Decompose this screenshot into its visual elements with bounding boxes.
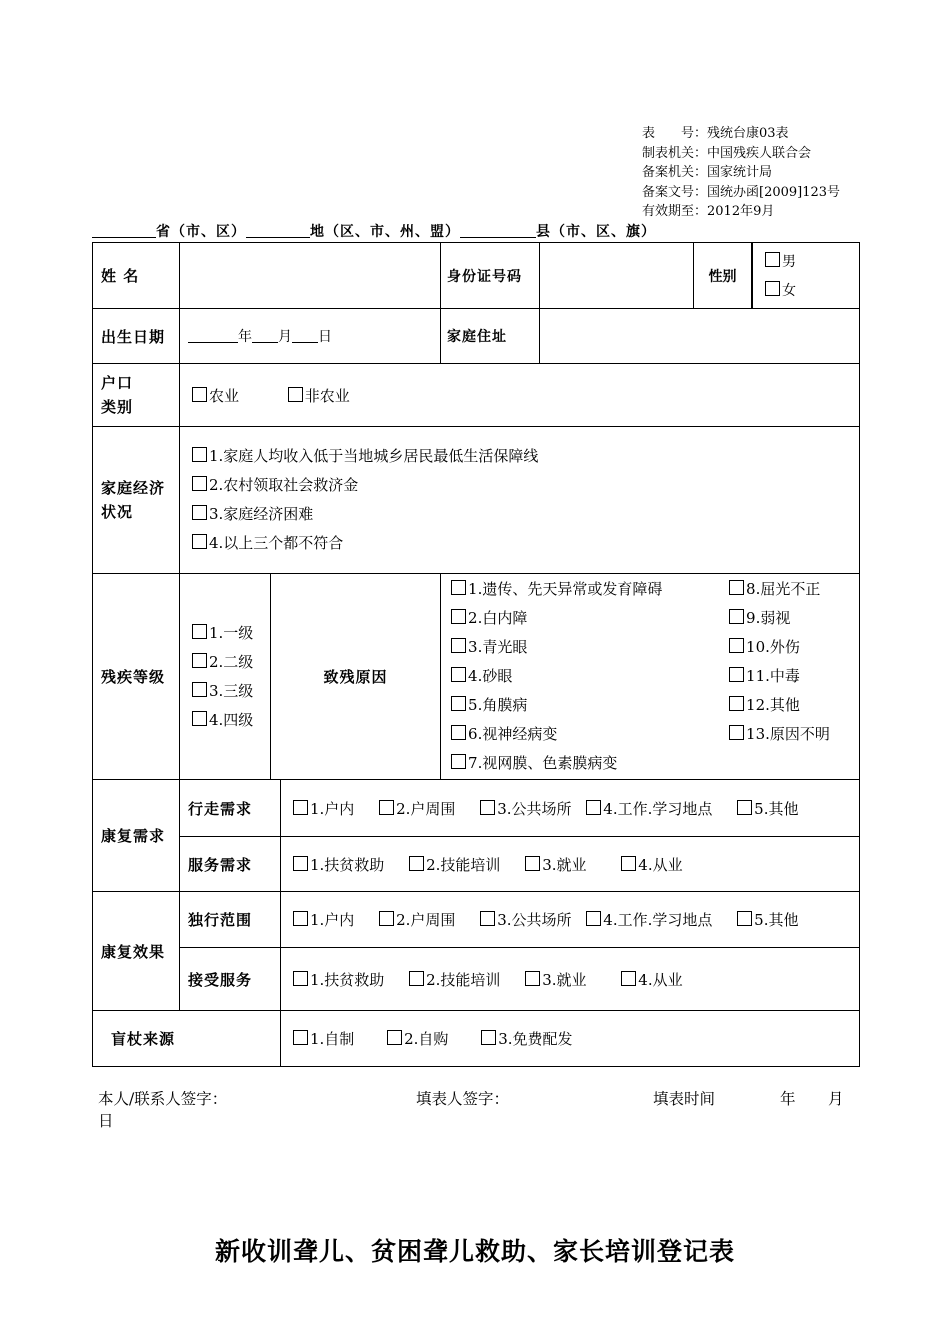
service-option-2[interactable]: 2.技能培训 bbox=[409, 854, 500, 875]
cause-option-7[interactable]: 7.视网膜、色素膜病变 bbox=[451, 749, 729, 778]
cause-option-13[interactable]: 13.原因不明 bbox=[729, 720, 851, 749]
checkbox-icon[interactable] bbox=[293, 800, 308, 815]
cause-option-6[interactable]: 6.视神经病变 bbox=[451, 720, 729, 749]
hukou-label-2: 类别 bbox=[101, 398, 134, 416]
indep-option-2[interactable]: 2.户周围 bbox=[379, 909, 455, 930]
checkbox-icon[interactable] bbox=[729, 638, 744, 653]
grade-option-3[interactable]: 3.三级 bbox=[192, 677, 262, 706]
filler-signature-label: 填表人签字： bbox=[416, 1090, 510, 1108]
gender-label: 性别 bbox=[694, 243, 752, 308]
received-option-4[interactable]: 4.从业 bbox=[621, 969, 682, 990]
issuing-authority: 制表机关：中国残疾人联合会 bbox=[642, 145, 812, 161]
row-economy bbox=[93, 427, 860, 574]
checkbox-icon[interactable] bbox=[451, 754, 466, 769]
cane-option-1[interactable]: 1.自制 bbox=[293, 1028, 354, 1049]
checkbox-icon[interactable] bbox=[525, 856, 540, 871]
county-blank[interactable] bbox=[460, 223, 536, 238]
checkbox-icon[interactable] bbox=[192, 447, 207, 462]
gender-option-male[interactable]: 男 bbox=[765, 247, 851, 276]
independent-range-label: 独行范围 bbox=[180, 892, 281, 948]
checkbox-icon[interactable] bbox=[293, 911, 308, 926]
checkbox-icon[interactable] bbox=[451, 638, 466, 653]
checkbox-icon[interactable] bbox=[293, 971, 308, 986]
checkbox-icon[interactable] bbox=[765, 252, 780, 267]
received-option-3[interactable]: 3.就业 bbox=[525, 969, 586, 990]
checkbox-icon[interactable] bbox=[586, 911, 601, 926]
checkbox-icon[interactable] bbox=[192, 534, 207, 549]
registration-form bbox=[92, 242, 860, 1067]
checkbox-icon[interactable] bbox=[621, 856, 636, 871]
cause-option-5[interactable]: 5.角膜病 bbox=[451, 691, 729, 720]
checkbox-icon[interactable] bbox=[765, 281, 780, 296]
fill-year-label: 年 bbox=[780, 1090, 796, 1108]
filing-authority: 备案机关：国家统计局 bbox=[642, 165, 773, 180]
next-form-title: 新收训聋儿、贫困聋儿救助、家长培训登记表 bbox=[214, 1237, 735, 1266]
cane-source-label: 盲杖来源 bbox=[93, 1011, 281, 1067]
checkbox-icon[interactable] bbox=[192, 387, 207, 402]
walk-option-3[interactable]: 3.公共场所 bbox=[480, 798, 571, 819]
economy-label-2: 状况 bbox=[101, 503, 134, 521]
cause-option-4[interactable]: 4.砂眼 bbox=[451, 662, 729, 691]
grade-option-4[interactable]: 4.四级 bbox=[192, 706, 262, 735]
cause-options bbox=[451, 575, 851, 778]
service-option-3[interactable]: 3.就业 bbox=[525, 854, 586, 875]
checkbox-icon[interactable] bbox=[480, 911, 495, 926]
checkbox-icon[interactable] bbox=[192, 476, 207, 491]
rehab-need-label: 康复需求 bbox=[93, 780, 180, 892]
walk-option-4[interactable]: 4.工作.学习地点 bbox=[586, 798, 712, 819]
cane-option-2[interactable]: 2.自购 bbox=[387, 1028, 448, 1049]
gender-option-female[interactable]: 女 bbox=[765, 276, 851, 305]
checkbox-icon[interactable] bbox=[480, 800, 495, 815]
birth-date-field[interactable]: 年 月 日 bbox=[180, 309, 441, 364]
checkbox-icon[interactable] bbox=[729, 667, 744, 682]
row-service-need bbox=[93, 837, 860, 892]
economy-option-3[interactable]: 3.家庭经济困难 bbox=[192, 500, 851, 529]
disability-grade-label: 残疾等级 bbox=[93, 574, 180, 780]
indep-option-3[interactable]: 3.公共场所 bbox=[480, 909, 571, 930]
prefecture-blank[interactable] bbox=[246, 223, 310, 238]
address-label: 家庭住址 bbox=[441, 309, 540, 363]
cause-option-10[interactable]: 10.外伤 bbox=[729, 633, 851, 662]
checkbox-icon[interactable] bbox=[192, 505, 207, 520]
checkbox-icon[interactable] bbox=[451, 725, 466, 740]
cane-option-3[interactable]: 3.免费配发 bbox=[481, 1028, 572, 1049]
service-option-1[interactable]: 1.扶贫救助 bbox=[293, 854, 384, 875]
checkbox-icon[interactable] bbox=[409, 971, 424, 986]
row-name bbox=[93, 243, 860, 309]
cause-option-12[interactable]: 12.其他 bbox=[729, 691, 851, 720]
checkbox-icon[interactable] bbox=[451, 696, 466, 711]
hukou-option-agricultural[interactable]: 农业 bbox=[192, 385, 239, 406]
checkbox-icon[interactable] bbox=[525, 971, 540, 986]
valid-until: 有效期至：2012年9月 bbox=[642, 204, 775, 219]
rehab-effect-label: 康复效果 bbox=[93, 892, 180, 1011]
service-option-4[interactable]: 4.从业 bbox=[621, 854, 682, 875]
indep-option-4[interactable]: 4.工作.学习地点 bbox=[586, 909, 712, 930]
checkbox-icon[interactable] bbox=[192, 682, 207, 697]
form-number: 表 号：残统台康03表 bbox=[642, 126, 789, 141]
region-line bbox=[92, 221, 656, 241]
name-label: 姓 名 bbox=[93, 243, 180, 309]
checkbox-icon[interactable] bbox=[293, 856, 308, 871]
signature-footer bbox=[98, 1088, 858, 1132]
checkbox-icon[interactable] bbox=[379, 911, 394, 926]
cause-option-2[interactable]: 2.白内障 bbox=[451, 604, 729, 633]
walk-option-1[interactable]: 1.户内 bbox=[293, 798, 354, 819]
checkbox-icon[interactable] bbox=[451, 609, 466, 624]
walk-option-2[interactable]: 2.户周围 bbox=[379, 798, 455, 819]
cause-option-8[interactable]: 8.屈光不正 bbox=[729, 575, 851, 604]
economy-option-2[interactable]: 2.农村领取社会救济金 bbox=[192, 471, 851, 500]
received-service-label: 接受服务 bbox=[180, 948, 281, 1011]
checkbox-icon[interactable] bbox=[387, 1030, 402, 1045]
row-disability bbox=[93, 574, 860, 780]
province-label: 省（市、区） bbox=[156, 224, 246, 240]
row-cane-source bbox=[93, 1011, 860, 1067]
checkbox-icon[interactable] bbox=[737, 911, 752, 926]
province-blank[interactable] bbox=[92, 223, 156, 238]
indep-option-5[interactable]: 5.其他 bbox=[737, 909, 798, 930]
cause-label: 致残原因 bbox=[271, 574, 441, 780]
service-need-label: 服务需求 bbox=[180, 837, 281, 892]
prefecture-label: 地（区、市、州、盟） bbox=[310, 224, 460, 240]
birth-label: 出生日期 bbox=[93, 309, 180, 364]
county-label: 县（市、区、旗） bbox=[536, 224, 656, 240]
checkbox-icon[interactable] bbox=[192, 624, 207, 639]
economy-label-1: 家庭经济 bbox=[101, 479, 166, 497]
checkbox-icon[interactable] bbox=[737, 800, 752, 815]
checkbox-icon[interactable] bbox=[409, 856, 424, 871]
hukou-option-non-agricultural[interactable]: 非农业 bbox=[288, 385, 350, 406]
checkbox-icon[interactable] bbox=[729, 725, 744, 740]
self-signature-label: 本人/联系人签字： bbox=[98, 1090, 228, 1108]
checkbox-icon[interactable] bbox=[481, 1030, 496, 1045]
economy-option-4[interactable]: 4.以上三个都不符合 bbox=[192, 529, 851, 558]
economy-option-1[interactable]: 1.家庭人均收入低于当地城乡居民最低生活保障线 bbox=[192, 442, 851, 471]
cause-option-1[interactable]: 1.遗传、先天异常或发育障碍 bbox=[451, 575, 729, 604]
fill-month-label: 月 bbox=[828, 1090, 844, 1108]
checkbox-icon[interactable] bbox=[621, 971, 636, 986]
cause-option-3[interactable]: 3.青光眼 bbox=[451, 633, 729, 662]
received-option-1[interactable]: 1.扶贫救助 bbox=[293, 969, 384, 990]
indep-option-1[interactable]: 1.户内 bbox=[293, 909, 354, 930]
cause-option-9[interactable]: 9.弱视 bbox=[729, 604, 851, 633]
walk-need-label: 行走需求 bbox=[180, 780, 281, 837]
checkbox-icon[interactable] bbox=[288, 387, 303, 402]
id-label: 身份证号码 bbox=[441, 243, 540, 308]
fill-time-label: 填表时间 bbox=[653, 1090, 716, 1108]
hukou-label-1: 户口 bbox=[101, 374, 134, 392]
row-independent-range bbox=[93, 892, 860, 948]
walk-option-5[interactable]: 5.其他 bbox=[737, 798, 798, 819]
checkbox-icon[interactable] bbox=[451, 667, 466, 682]
form-metadata bbox=[642, 124, 840, 222]
name-field[interactable] bbox=[180, 243, 441, 309]
cause-option-11[interactable]: 11.中毒 bbox=[729, 662, 851, 691]
checkbox-icon[interactable] bbox=[293, 1030, 308, 1045]
checkbox-icon[interactable] bbox=[192, 653, 207, 668]
checkbox-icon[interactable] bbox=[586, 800, 601, 815]
fill-day-label: 日 bbox=[98, 1112, 114, 1130]
address-field[interactable] bbox=[540, 309, 859, 363]
checkbox-icon[interactable] bbox=[192, 711, 207, 726]
row-hukou bbox=[93, 364, 860, 427]
grade-option-2[interactable]: 2.二级 bbox=[192, 648, 262, 677]
row-birth bbox=[93, 309, 860, 364]
checkbox-icon[interactable] bbox=[729, 696, 744, 711]
filing-document-number: 备案文号：国统办函[2009]123号 bbox=[642, 184, 841, 200]
row-walk-need bbox=[93, 780, 860, 837]
received-option-2[interactable]: 2.技能培训 bbox=[409, 969, 500, 990]
checkbox-icon[interactable] bbox=[379, 800, 394, 815]
grade-option-1[interactable]: 1.一级 bbox=[192, 619, 262, 648]
row-received-service bbox=[93, 948, 860, 1011]
checkbox-icon[interactable] bbox=[729, 609, 744, 624]
checkbox-icon[interactable] bbox=[729, 580, 744, 595]
id-number-field[interactable] bbox=[540, 243, 694, 308]
checkbox-icon[interactable] bbox=[451, 580, 466, 595]
